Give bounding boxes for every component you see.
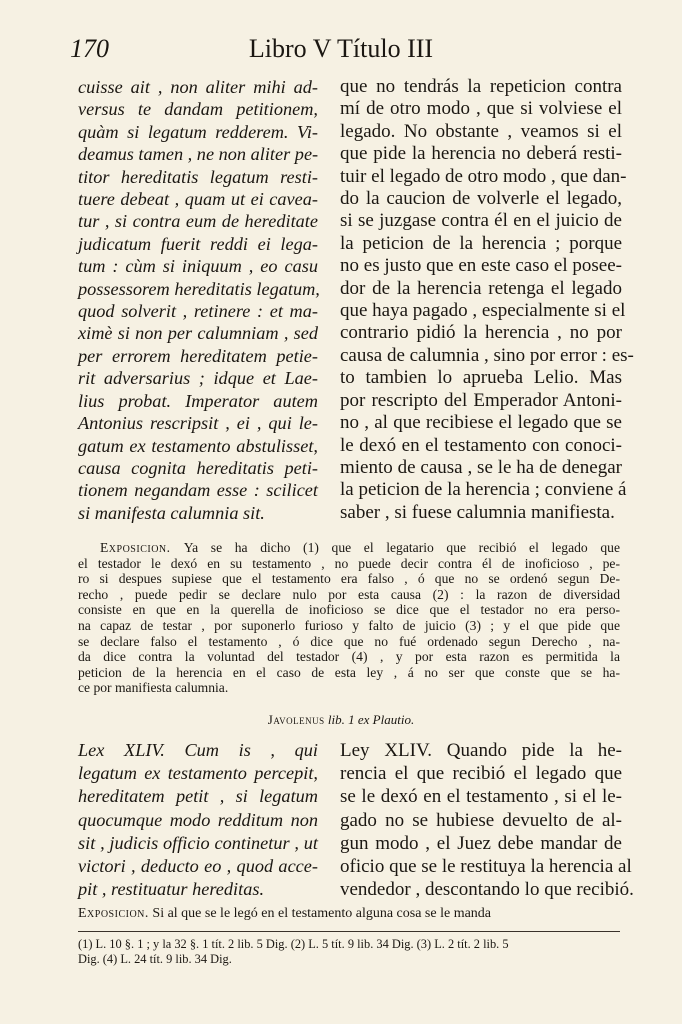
- exposition-line: na capaz de testar , por suponerlo furioso y falto de juicio (3) ; y el que pide que: [78, 617, 620, 633]
- latin-text-line: victori , deducto eo , quod acce-: [78, 856, 318, 877]
- latin-text-line: tum : cùm si iniquum , eo casu: [78, 256, 318, 277]
- spanish-text-line: que pide la herencia no deberá resti-: [340, 143, 622, 165]
- source-citation: [0, 712, 682, 728]
- latin-text-line: si manifesta calumnia sit.: [78, 502, 265, 523]
- spanish-text-line: do la caucion de volverle el legado,: [340, 188, 622, 210]
- exposition-line: ce por manifiesta calumnia.: [78, 680, 229, 696]
- latin-text-line: pit , restituatur hereditas.: [78, 879, 265, 900]
- spanish-text-line: tuir el legado de otro modo , que dan-: [340, 165, 627, 187]
- spanish-text-line: to tambien lo aprueba Lelio. Mas: [340, 367, 622, 389]
- spanish-text-line: que no tendrás la repeticion contra: [340, 76, 622, 97]
- exposition-text: Si al que se le legó en el testamento alguna cosa se le manda: [152, 906, 492, 921]
- latin-text-line: legatum ex testamento percepit,: [78, 763, 318, 784]
- exposition-label: Exposicion.: [100, 540, 184, 555]
- spanish-text-line: contrario pidió la herencia , no por: [340, 322, 622, 344]
- page-header: [0, 34, 682, 70]
- spanish-text-line: vendedor , descontando lo que recibió.: [340, 879, 634, 901]
- footnote-divider: [78, 931, 620, 932]
- latin-text-line: gatum ex testamento abstulisset,: [78, 435, 318, 456]
- spanish-text-line: gado no se hubiese devuelto de al-: [340, 809, 622, 831]
- latin-text-line: titor hereditatis legatum resti-: [78, 166, 318, 187]
- spanish-text-line: la peticion de la herencia ; porque: [340, 232, 622, 254]
- exposition-label: Exposicion.: [78, 906, 149, 921]
- source-work: lib. 1 ex Plautio.: [327, 712, 415, 727]
- source-author: Javolenus: [267, 712, 325, 727]
- spanish-text-line: Ley XLIV. Quando pide la he-: [340, 740, 622, 761]
- exposition-note-2: [78, 906, 620, 922]
- latin-text-line: hereditatem petit , si legatum: [78, 786, 318, 807]
- footnote-line: Dig. (4) L. 24 tít. 9 lib. 34 Dig.: [78, 951, 232, 966]
- spanish-text-line: gun modo , el Juez debe mandar de: [340, 832, 622, 854]
- latin-text-line: judicatum fuerit reddi ei lega-: [78, 233, 318, 254]
- footnote-line: (1) L. 10 §. 1 ; y la 32 §. 1 tít. 2 lib. 5 Dig. (2) L. 5 tít. 9 lib. 34 Dig. (3) L. 2 tít. 2 lib. 5: [78, 937, 509, 951]
- latin-text-line: lius probat. Imperator autem: [78, 390, 318, 411]
- latin-column-lex44: [78, 739, 318, 901]
- exposition-line: peticion de la herencia en el caso de esta ley , á no ser que conste que se ha-: [78, 664, 620, 680]
- spanish-text-line: que haya pagado , especialmente si el: [340, 300, 626, 322]
- latin-text-line: tionem negandam esse : scilicet: [78, 480, 318, 501]
- latin-text-line: sit , judicis officio continetur , ut: [78, 832, 318, 853]
- latin-text-line: ximè si non per calumniam , sed: [78, 323, 318, 344]
- latin-text-line: tur , si contra eum de hereditate: [78, 211, 318, 232]
- spanish-text-line: legado. No obstante , veamos si el: [340, 120, 622, 142]
- exposition-line: se declare falso el testamento , ó dice que no fué ordenado segun Derecho , na-: [78, 633, 620, 649]
- spanish-text-line: no , al que recibiese el legado que se: [340, 412, 622, 434]
- spanish-text-line: saber , si fuese calumnia manifiesta.: [340, 501, 615, 523]
- spanish-text-line: no es justo que en este caso el posee-: [340, 255, 622, 277]
- exposition-line: ro si despues supiese que el testamento era falso , ó que no se ordenó segun De-: [78, 571, 620, 587]
- exposition-note-1: [78, 540, 620, 696]
- spanish-text-line: le dexó en el testamento con conoci-: [340, 434, 622, 456]
- latin-text-line: cuisse ait , non aliter mihi ad-: [78, 77, 318, 97]
- spanish-text-line: miento de causa , se le ha de denegar: [340, 456, 622, 478]
- latin-text-line: deamus tamen , ne non aliter pe-: [78, 144, 319, 165]
- page-number: 170: [70, 34, 109, 63]
- latin-column-top: [78, 76, 318, 524]
- spanish-column-lex44: [340, 739, 634, 901]
- spanish-column-top: [340, 76, 634, 524]
- spanish-text-line: rencia el que recibió el legado que: [340, 763, 622, 785]
- exposition-line: el testador le dexó en su testamento , no puede decir contra él de inoficioso , pe-: [78, 555, 620, 571]
- latin-text-line: possessorem hereditatis legatum,: [78, 278, 320, 299]
- latin-text-line: Lex XLIV. Cum is , qui: [78, 740, 318, 760]
- latin-text-line: Antonius rescripsit , ei , qui le-: [78, 413, 318, 434]
- exposition-line: consiste en que en la querella de inoficioso se dice que el testador no era perso-: [78, 602, 620, 618]
- exposition-line: da dice contra la voluntad del testador (4) , y por esta razon es permitida la: [78, 649, 620, 665]
- latin-text-line: rit adversarius ; idque et Lae-: [78, 368, 318, 389]
- spanish-text-line: si se juzgase contra él en el juicio de: [340, 210, 622, 232]
- latin-text-line: per errorem hereditatem petie-: [78, 345, 318, 366]
- spanish-text-line: mí de otro modo , que si volviese el: [340, 98, 622, 120]
- latin-text-line: quocumque modo redditum non: [78, 809, 318, 830]
- spanish-text-line: la peticion de la herencia ; conviene á: [340, 479, 627, 501]
- spanish-text-line: por rescripto del Emperador Antoni-: [340, 389, 622, 411]
- spanish-text-line: oficio que se le restituya la herencia al: [340, 856, 632, 878]
- spanish-text-line: se le dexó en el testamento , si el le-: [340, 786, 622, 808]
- latin-text-line: quàm si legatum redderem. Vi-: [78, 121, 318, 142]
- latin-text-line: causa cognita hereditatis peti-: [78, 457, 318, 478]
- latin-text-line: tuere debeat , quam ut ei cavea-: [78, 189, 318, 210]
- exposition-line: Exposicion. Ya se ha dicho (1) que el legatario que recibió el legado que: [100, 540, 620, 555]
- latin-text-line: quod solverit , retinere : et ma-: [78, 301, 318, 322]
- running-title: Libro V Título III: [248, 34, 434, 63]
- exposition-line: recho , puede pedir se declare nulo por esta causa (2) : la razon de diversidad: [78, 586, 620, 602]
- spanish-text-line: causa de calumnia , sino por error : es-: [340, 344, 634, 366]
- latin-text-line: versus te dandam petitionem,: [78, 99, 318, 120]
- footnotes: [78, 937, 620, 966]
- spanish-text-line: dor de la herencia retenga el legado: [340, 277, 622, 299]
